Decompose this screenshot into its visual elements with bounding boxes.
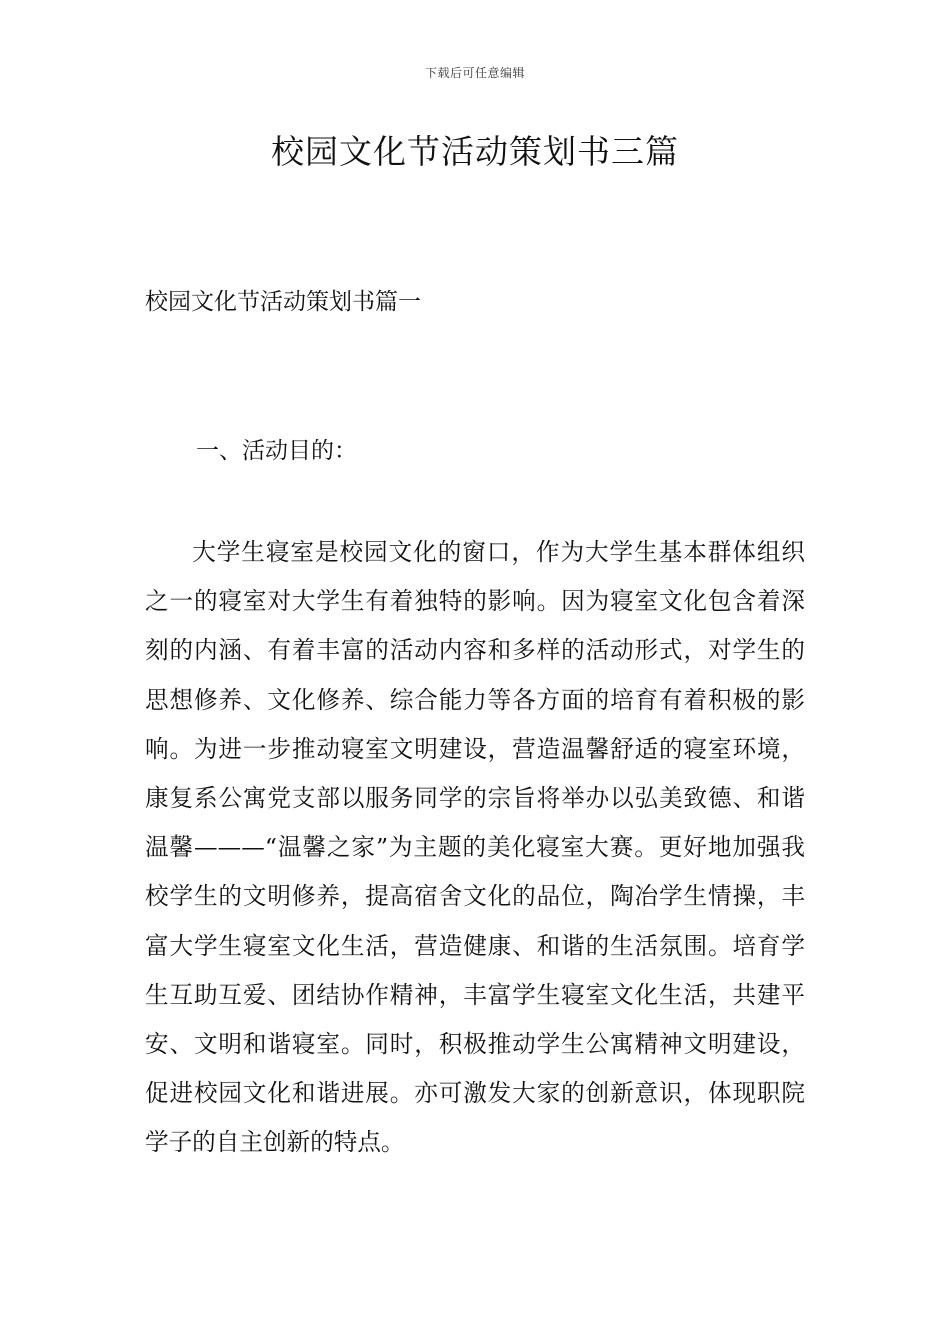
subheading-purpose: 一、活动目的： (196, 438, 357, 464)
body-paragraph: 大学生寝室是校园文化的窗口，作为大学生基本群体组织之一的寝室对大学生有着独特的影响。因为寝室文化包含着深刻的内涵、有着丰富的活动内容和多样的活动形式，对学生的思想修养、文化修养、综合能力等各方面的培育有着积极的影响。为进一步推动寝室文明建设，营造温馨舒适的寝室环境，康复系公寓党支部以服务同学的宗旨将举办以弘美致德、和谐温馨———“温馨之家”为主题的美化寝室大赛。更好地加强我校学生的文明修养，提高宿舍文化的品位，陶冶学生情操，丰富大学生寝室文化生活，营造健康、和谐的生活氛围。培育学生互助互爱、团结协作精神，丰富学生寝室文化生活，共建平安、文明和谐寝室。同时，积极推动学生公寓精神文明建设，促进校园文化和谐进展。亦可激发大家的创新意识，体现职院学子的自主创新的特点。 (145, 538, 805, 1157)
document-title: 校园文化节活动策划书三篇 (271, 132, 679, 171)
header-note: 下载后可任意编辑 (424, 66, 525, 80)
section-title: 校园文化节活动策划书篇一 (145, 289, 421, 315)
